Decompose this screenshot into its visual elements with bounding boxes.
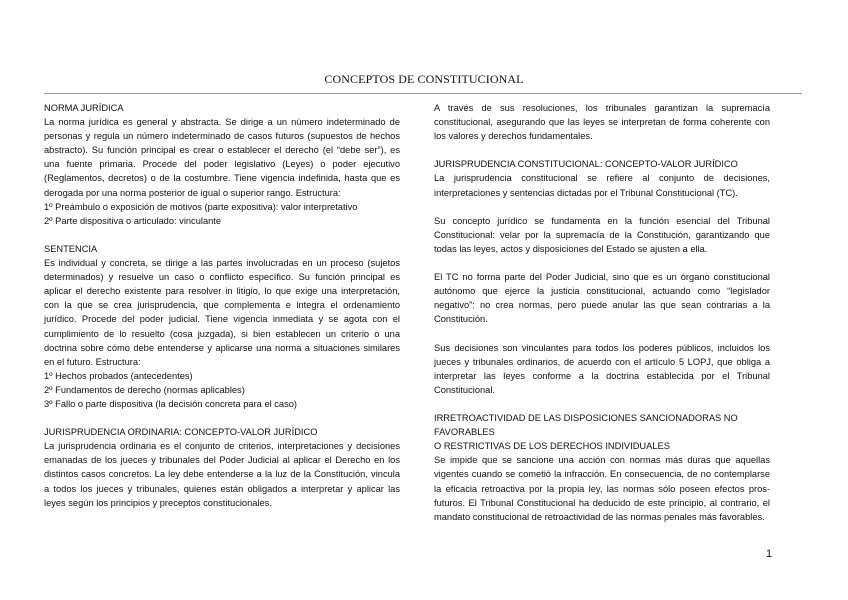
page-number: 1 bbox=[766, 548, 773, 560]
section-heading-irretroactividad-line-1: IRRETROACTIVIDAD DE LAS DISPOSICIONES SANCIONADORAS NO FAVORABLES bbox=[434, 413, 738, 438]
page-title: CONCEPTOS DE CONSTITUCIONAL bbox=[324, 72, 524, 86]
section-heading-sentencia: SENTENCIA bbox=[44, 243, 98, 254]
sentencia-text: Es individual y concreta, se dirige a las partes involucradas en un proceso (sujetos determinados) y resuelve un caso o conflicto específico. Su función principal es aplicar el derecho existente para resolver in litigio, lo que exige una interpretación, con la que se crea jurisprudencia, que complementa e integra el ordenamiento jurídico. Procede del poder judicial. Tiene vigencia inmediata y se agota con el cumplimiento de lo resuelto (cosa juzgada), si bien establecen un criterio o una doctrina sobre cómo debe entenderse y aplicarse una norma a situaciones similares en el futuro. Estructura: bbox=[44, 258, 400, 367]
sentencia-structure-item-3: 3º Fallo o parte dispositiva (la decisión concreta para el caso) bbox=[44, 398, 297, 409]
irretroactividad-text: Se impide que se sancione una acción con normas más duras que aquellas vigentes cuando se cometió la infracción. En consecuencia, de no contemplarse la eficacia retroactiva por la propia ley, las normas sólo poseen efectos pros-futuros. El Tribunal Constitucional ha deducido de este principio, al contrario, el mandato constitucional de retroactividad de las normas penales más favorables. bbox=[434, 455, 770, 522]
jurisprudencia-constitucional-p4: Sus decisiones son vinculantes para todos los poderes públicos, incluidos los jueces y tribunales ordinarios, de acuerdo con el artículo 5 LOPJ, que obliga a interpretar las leyes conforme a la doctrina establecida por el Tribunal Constitucional. bbox=[434, 342, 770, 395]
jurisprudencia-ordinaria-text: La jurisprudencia ordinaria es el conjunto de criterios, interpretaciones y decisiones emanadas de los jueces y tribunales del Poder Judicial al aplicar el Derecho en los distintos casos concretos. La ley debe entenderse a la luz de la Constitución, vincula a todos los jueces y tribunales, quienes están obligados a interpretar y aplicar las leyes según los principios y preceptos constitucionales. bbox=[44, 441, 400, 508]
section-heading-jurisprudencia-ordinaria: JURISPRUDENCIA ORDINARIA: CONCEPTO-VALOR JURÍDICO bbox=[44, 427, 318, 438]
sentencia-structure-item-2: 2º Fundamentos de derecho (normas aplicables) bbox=[44, 384, 245, 395]
norma-structure-item-2: 2º Parte dispositiva o articulado: vinculante bbox=[44, 215, 222, 226]
left-column bbox=[44, 101, 400, 510]
norma-juridica-text: La norma jurídica es general y abstracta. Se dirige a un número indeterminado de personas y regula un número indeterminado de casos futuros (supuestos de hechos abstracto). Su función principal es crear o establecer el derecho (el “debe ser”), es una fuente primaria. Procede del poder legislativo (Leyes) o poder ejecutivo (Reglamentos, decretos) o de la costumbre. Tiene vigencia indefinida, hasta que es derogada por una norma posterior de igual o superior rango. Estructura: bbox=[44, 117, 400, 198]
jurisprudencia-constitucional-p3: El TC no forma parte del Poder Judicial, sino que es un órgano constitucional autónomo que ejerce la justicia constitucional, actuando como “legislador negativo”: no crea normas, pero puede anular las que sean contrarias a la Constitución. bbox=[434, 272, 770, 325]
jurisprudencia-constitucional-p2: Su concepto jurídico se fundamenta en la función esencial del Tribunal Constitucional: velar por la supremacía de la Constitución, garantizando que todas las leyes, actos y disposiciones del Estado se ajusten a ella. bbox=[434, 215, 770, 254]
jurisprudencia-constitucional-p1: La jurisprudencia constitucional se refiere al conjunto de decisiones, interpretaciones y sentencias dictadas por el Tribunal Constitucional (TC). bbox=[434, 173, 770, 198]
section-heading-jurisprudencia-constitucional: JURISPRUDENCIA CONSTITUCIONAL: CONCEPTO-VALOR JURÍDICO bbox=[434, 159, 738, 170]
sentencia-structure-item-1: 1º Hechos probados (antecedentes) bbox=[44, 370, 193, 381]
section-heading-norma-juridica: NORMA JURÍDICA bbox=[44, 103, 124, 113]
right-column bbox=[434, 101, 770, 524]
section-heading-irretroactividad-line-2: O RESTRICTIVAS DE LOS DERECHOS INDIVIDUALES bbox=[434, 441, 670, 452]
supremacia-paragraph: A través de sus resoluciones, los tribunales garantizan la supremacía constitucional, asegurando que las leyes se interpretan de forma coherente con los valores y derechos fundamentales. bbox=[434, 103, 770, 142]
norma-structure-item-1: 1º Preámbulo o exposición de motivos (parte expositiva): valor interpretativo bbox=[44, 201, 358, 212]
header-rule bbox=[44, 93, 802, 94]
